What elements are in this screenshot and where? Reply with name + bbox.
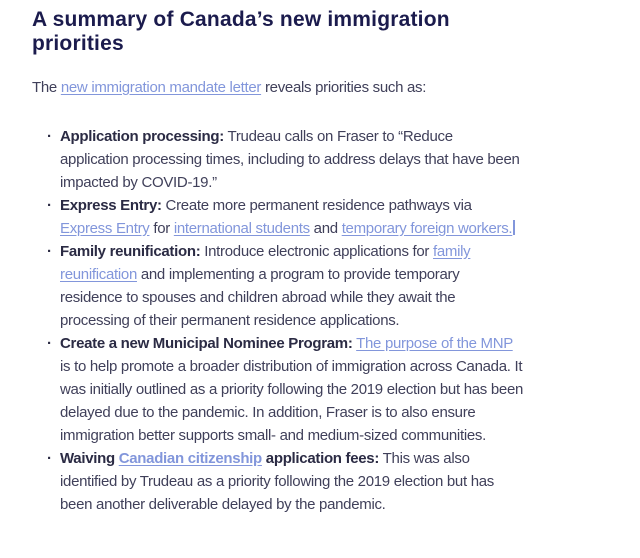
bullet-lead: Create a new Municipal Nominee Program:: [60, 335, 353, 352]
family-reunification-link[interactable]: family reunification: [60, 243, 471, 283]
bullet-text: is to help promote a broader distribution of immigration across Canada. It was initially outlined as a priority following the 2019 election but has been delayed due to the pandemic. In addition, Fraser is to also ensure immigration better supports small- and medium-sized communities.: [60, 358, 524, 444]
bullet-lead: Family reunification:: [60, 243, 201, 260]
intro-text-pre: The: [32, 79, 61, 96]
bullet-text: Introduce electronic applications for: [200, 243, 433, 260]
mandate-letter-link[interactable]: new immigration mandate letter: [60, 79, 262, 96]
bullet-text: and: [309, 220, 342, 237]
list-item-municipal-nominee-program: [32, 332, 524, 447]
list-item-express-entry: [32, 194, 524, 240]
express-entry-link[interactable]: Express Entry: [60, 220, 150, 237]
bullet-lead: Waiving: [60, 450, 119, 467]
page-title: A summary of Canada’s new immigration priorities: [32, 8, 450, 55]
priorities-list: [32, 125, 524, 516]
bullet-lead: Application processing:: [60, 128, 224, 145]
international-students-link[interactable]: international students: [173, 220, 310, 237]
bullet-text: for: [149, 220, 174, 237]
bullet-text: Trudeau calls on Fraser to “Reduce application processing times, including to address delays that have been impacted by COVID-19.”: [60, 128, 520, 191]
list-item-application-processing: [32, 125, 524, 194]
list-item-citizenship-fees: [32, 447, 524, 516]
bullet-lead: application fees:: [261, 450, 380, 467]
canadian-citizenship-link[interactable]: Canadian citizenship: [118, 450, 262, 467]
mnp-purpose-link[interactable]: The purpose of the MNP: [356, 335, 513, 352]
bullet-text: This was also identified by Trudeau as a priority following the 2019 election but has been another deliverable delayed by the pandemic.: [60, 450, 494, 513]
bullet-text: and implementing a program to provide temporary residence to spouses and children abroad while they await the processing of their permanent residence applications.: [60, 266, 460, 329]
text-caret: [513, 220, 515, 235]
list-item-family-reunification: [32, 240, 524, 332]
bullet-text: Create more permanent residence pathways via: [161, 197, 472, 214]
temporary-foreign-workers-link[interactable]: temporary foreign workers.: [341, 220, 513, 237]
intro-text-post: reveals priorities such as:: [261, 79, 427, 96]
intro-paragraph: [32, 76, 524, 99]
bullet-lead: Express Entry:: [60, 197, 162, 214]
